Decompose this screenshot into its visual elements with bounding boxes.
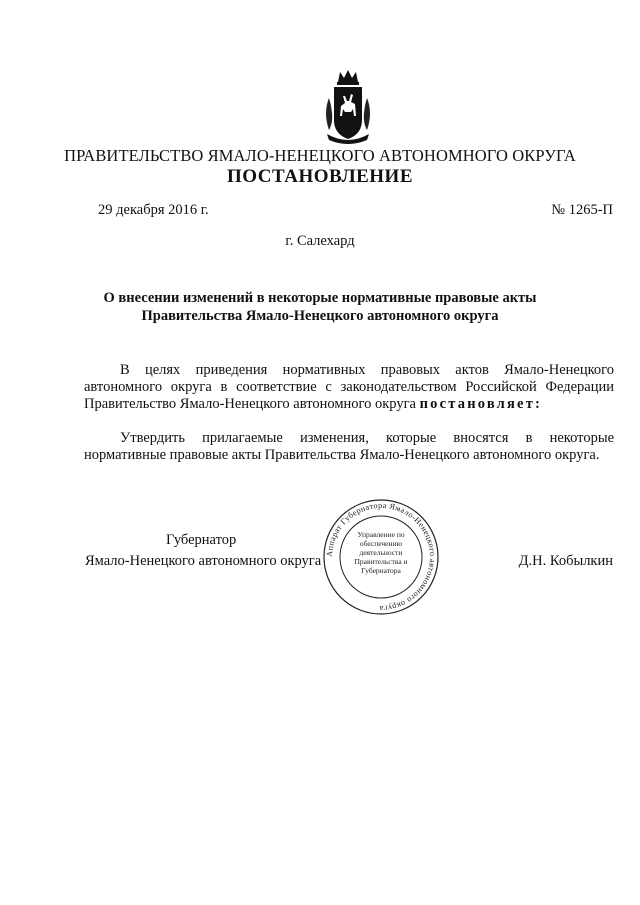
signatory-name: Д.Н. Кобылкин [518, 553, 613, 569]
document-date: 29 декабря 2016 г. [98, 202, 209, 218]
stamp-outer-text: Аппарат Губернатора Ямало-Ненецкого автономного округа [324, 500, 438, 614]
body-paragraph-2: Утвердить прилагаемые изменения, которые вносятся в некоторые нормативные правовые акты Правительства Ямало-Ненецкого автономного округа. [84, 430, 614, 463]
signatory-position: Губернатор [166, 532, 237, 548]
resolution-keyword: постановляет: [419, 396, 543, 412]
body-paragraph-1-text: В целях приведения нормативных правовых актов Ямало-Ненецкого автономного округа в соответствие с законодательством Российской Федерации Правительство Ямало-Ненецкого автономного округа [84, 362, 614, 412]
document-title-line-1: О внесении изменений в некоторые нормативные правовые акты [103, 290, 537, 306]
document-number: № 1265-П [551, 202, 613, 218]
document-title-line-2: Правительства Ямало-Ненецкого автономного округа [141, 308, 499, 324]
body-paragraph-1 [84, 362, 614, 413]
document-type: ПОСТАНОВЛЕНИЕ [226, 166, 414, 187]
organization-title: ПРАВИТЕЛЬСТВО ЯМАЛО-НЕНЕЦКОГО АВТОНОМНОГО ОКРУГА [64, 146, 576, 165]
signatory-region: Ямало-Ненецкого автономного округа [85, 553, 322, 569]
document-title [60, 289, 580, 325]
document-city: г. Салехард [285, 233, 355, 249]
stamp-inner-text: Управление по обеспечению деятельности Правительства и Губернатора [354, 530, 408, 575]
coat-of-arms-icon [319, 68, 377, 146]
